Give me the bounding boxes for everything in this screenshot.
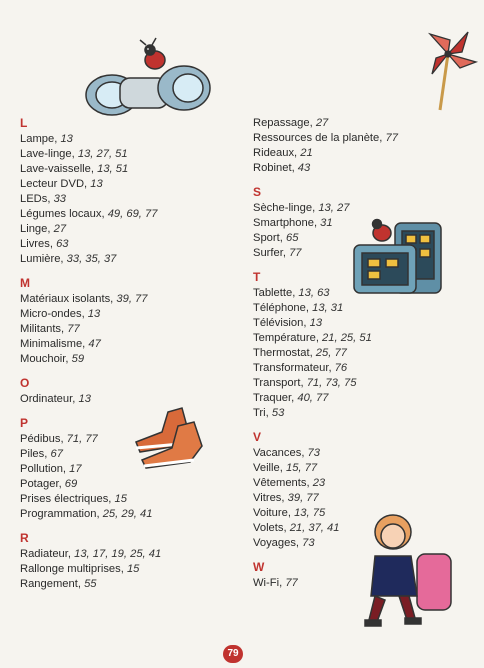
index-pages: 21, 37, 41: [289, 522, 340, 534]
index-entry: Légumes locaux, 49, 69, 77: [20, 208, 158, 220]
index-right-column: [253, 116, 473, 600]
index-pages: 71, 73, 75: [306, 377, 357, 389]
index-pages: 13, 31: [312, 302, 344, 314]
index-term: Traquer: [253, 392, 292, 404]
index-entry: Minimalisme, 47: [20, 338, 101, 350]
index-entry: Matériaux isolants, 39, 77: [20, 293, 148, 305]
index-entry: Livres, 63: [20, 238, 69, 250]
index-entry: Sèche-linge, 13, 27: [253, 202, 350, 214]
index-pages: 23: [312, 477, 326, 489]
index-entry: Température, 21, 25, 51: [253, 332, 372, 344]
index-entry: Linge, 27: [20, 223, 67, 235]
index-pages: 71, 77: [66, 433, 98, 445]
section-letter: S: [253, 185, 262, 199]
index-pages: 15, 77: [285, 462, 318, 474]
index-pages: 33: [53, 193, 67, 205]
index-term: Radiateur: [20, 548, 68, 560]
index-term: Wi-Fi: [253, 577, 280, 589]
index-term: Robinet: [253, 162, 292, 174]
index-pages: 13: [90, 178, 103, 190]
index-pages: 40, 77: [297, 392, 329, 404]
index-entry: LEDs, 33: [20, 193, 67, 205]
section-letter: M: [20, 276, 30, 290]
index-term: Repassage: [253, 117, 310, 129]
index-entry: Vacances, 73: [253, 447, 320, 459]
index-pages: 76: [334, 362, 348, 374]
index-pages: 67: [50, 448, 63, 460]
index-term: Ressources de la planète: [253, 132, 380, 144]
index-term: Surfer: [253, 247, 283, 259]
section-letter: P: [20, 416, 29, 430]
index-entry: Vêtements, 23: [253, 477, 326, 489]
index-entry: Repassage, 27: [253, 117, 329, 129]
index-pages: 21, 25, 51: [322, 332, 372, 344]
index-entry: Lampe, 13: [20, 133, 73, 145]
index-term: Lave-vaisselle: [20, 163, 91, 175]
index-entry: Transport, 71, 73, 75: [253, 377, 357, 389]
index-pages: 77: [67, 323, 80, 335]
index-pages: 33, 35, 37: [66, 253, 117, 265]
index-term: Volets: [253, 522, 284, 534]
index-entry: Tri, 53: [253, 407, 285, 419]
index-term: Transformateur: [253, 362, 329, 374]
index-term: Smartphone: [253, 217, 314, 229]
index-pages: 13: [78, 393, 91, 405]
index-entry: Piles, 67: [20, 448, 63, 460]
index-term: Lave-linge: [20, 148, 72, 160]
index-pages: 13: [87, 308, 101, 320]
index-section: [20, 376, 230, 407]
index-pages: 27: [53, 223, 67, 235]
index-term: Mouchoir: [20, 353, 66, 365]
index-term: Lecteur DVD: [20, 178, 85, 190]
index-term: Téléphone: [253, 302, 306, 314]
binoculars-illustration: [80, 40, 220, 120]
index-entry: Télévision, 13: [253, 317, 323, 329]
index-entry: Smartphone, 31: [253, 217, 333, 229]
index-entry: Micro-ondes, 13: [20, 308, 101, 320]
section-letter: W: [253, 560, 265, 574]
index-entry: Prises électriques, 15: [20, 493, 127, 505]
index-pages: 43: [297, 162, 311, 174]
index-pages: 39, 77: [287, 492, 319, 504]
index-term: Micro-ondes: [20, 308, 82, 320]
index-pages: 15: [126, 563, 140, 575]
index-section: [20, 276, 230, 367]
index-pages: 13, 27, 51: [77, 148, 128, 160]
index-pages: 25, 77: [315, 347, 347, 359]
index-entry: Voiture, 13, 75: [253, 507, 326, 519]
index-entry: Lave-vaisselle, 13, 51: [20, 163, 129, 175]
index-term: Piles: [20, 448, 45, 460]
index-entry: Potager, 69: [20, 478, 78, 490]
index-section: [20, 416, 230, 522]
index-term: Prises électriques: [20, 493, 109, 505]
index-pages: 31: [320, 217, 333, 229]
index-entry: Lave-linge, 13, 27, 51: [20, 148, 128, 160]
index-pages: 13, 51: [97, 163, 129, 175]
index-entry: Mouchoir, 59: [20, 353, 85, 365]
index-entry: Lecteur DVD, 13: [20, 178, 103, 190]
index-pages: 13: [60, 133, 73, 145]
index-term: Thermostat: [253, 347, 310, 359]
index-term: Sèche-linge: [253, 202, 313, 214]
index-pages: 49, 69, 77: [107, 208, 158, 220]
index-section: [253, 560, 473, 591]
index-pages: 77: [289, 247, 302, 259]
index-pages: 73: [307, 447, 320, 459]
index-entry: Militants, 77: [20, 323, 80, 335]
index-entry: Ressources de la planète, 77: [253, 132, 398, 144]
index-term: Voyages: [253, 537, 296, 549]
index-entry: Volets, 21, 37, 41: [253, 522, 340, 534]
index-term: Veille: [253, 462, 280, 474]
index-pages: 65: [285, 232, 299, 244]
index-term: Transport: [253, 377, 301, 389]
index-entry: Sport, 65: [253, 232, 299, 244]
index-entry: Thermostat, 25, 77: [253, 347, 347, 359]
index-term: Rallonge multiprises: [20, 563, 121, 575]
index-entry: Vitres, 39, 77: [253, 492, 319, 504]
index-entry: Robinet, 43: [253, 162, 311, 174]
index-term: Vêtements: [253, 477, 307, 489]
index-pages: 63: [56, 238, 69, 250]
index-pages: 73: [302, 537, 315, 549]
index-term: Tablette: [253, 287, 293, 299]
index-term: Ordinateur: [20, 393, 73, 405]
index-term: Matériaux isolants: [20, 293, 111, 305]
index-term: Lumière: [20, 253, 61, 265]
index-section: [253, 116, 473, 176]
index-entry: Surfer, 77: [253, 247, 302, 259]
index-pages: 13: [309, 317, 323, 329]
index-entry: Traquer, 40, 77: [253, 392, 329, 404]
index-term: Potager: [20, 478, 59, 490]
index-entry: Rideaux, 21: [253, 147, 313, 159]
index-term: Température: [253, 332, 316, 344]
index-entry: Veille, 15, 77: [253, 462, 318, 474]
index-term: Minimalisme: [20, 338, 83, 350]
index-pages: 13, 17, 19, 25, 41: [74, 548, 162, 560]
index-pages: 17: [69, 463, 82, 475]
index-pages: 77: [385, 132, 398, 144]
index-section: [253, 430, 473, 551]
index-section: [20, 531, 230, 592]
index-entry: Tablette, 13, 63: [253, 287, 330, 299]
index-term: Linge: [20, 223, 48, 235]
index-pages: 53: [271, 407, 285, 419]
index-section: [253, 185, 473, 261]
index-entry: Pédibus, 71, 77: [20, 433, 98, 445]
section-letter: O: [20, 376, 30, 390]
index-term: Voiture: [253, 507, 288, 519]
index-term: Rideaux: [253, 147, 295, 159]
index-pages: 25, 29, 41: [102, 508, 153, 520]
index-pages: 59: [71, 353, 85, 365]
index-entry: Ordinateur, 13: [20, 393, 91, 405]
index-term: Télévision: [253, 317, 304, 329]
index-term: Pollution: [20, 463, 63, 475]
index-section: [20, 116, 230, 267]
section-letter: V: [253, 430, 262, 444]
section-letter: T: [253, 270, 261, 284]
index-pages: 27: [315, 117, 329, 129]
index-term: Pédibus: [20, 433, 61, 445]
index-term: Rangement: [20, 578, 78, 590]
index-term: Sport: [253, 232, 280, 244]
index-entry: Pollution, 17: [20, 463, 82, 475]
index-pages: 13, 27: [318, 202, 350, 214]
index-term: LEDs: [20, 193, 48, 205]
index-term: Légumes locaux: [20, 208, 102, 220]
section-letter: R: [20, 531, 29, 545]
index-entry: Radiateur, 13, 17, 19, 25, 41: [20, 548, 162, 560]
index-entry: Lumière, 33, 35, 37: [20, 253, 117, 265]
page-number: 79: [223, 645, 243, 663]
index-pages: 77: [285, 577, 298, 589]
index-pages: 47: [88, 338, 101, 350]
index-pages: 13, 63: [298, 287, 330, 299]
section-letter: L: [20, 116, 28, 130]
index-term: Lampe: [20, 133, 55, 145]
index-entry: Transformateur, 76: [253, 362, 348, 374]
index-term: Vacances: [253, 447, 302, 459]
index-entry: Rallonge multiprises, 15: [20, 563, 140, 575]
index-pages: 15: [114, 493, 127, 505]
index-pages: 39, 77: [116, 293, 148, 305]
index-term: Livres: [20, 238, 50, 250]
index-entry: Programmation, 25, 29, 41: [20, 508, 153, 520]
index-pages: 55: [84, 578, 97, 590]
index-pages: 69: [64, 478, 78, 490]
index-term: Militants: [20, 323, 62, 335]
index-entry: Voyages, 73: [253, 537, 315, 549]
pinwheel-illustration: [420, 24, 480, 114]
index-left-column: [20, 116, 230, 601]
index-entry: Téléphone, 13, 31: [253, 302, 344, 314]
index-term: Programmation: [20, 508, 97, 520]
index-entry: Wi-Fi, 77: [253, 577, 298, 589]
index-section: [253, 270, 473, 421]
index-pages: 13, 75: [294, 507, 326, 519]
index-term: Tri: [253, 407, 266, 419]
index-entry: Rangement, 55: [20, 578, 97, 590]
index-term: Vitres: [253, 492, 282, 504]
index-pages: 21: [300, 147, 313, 159]
